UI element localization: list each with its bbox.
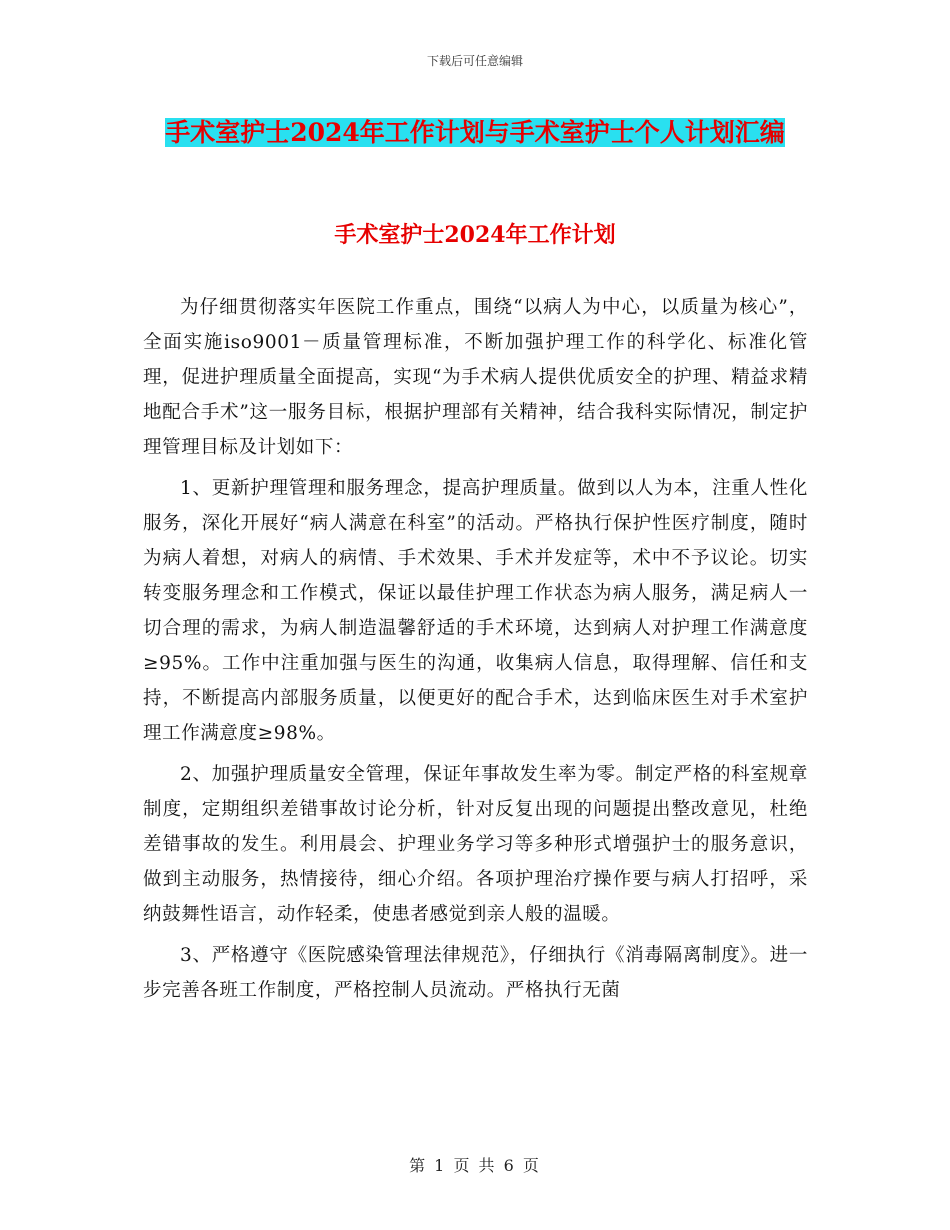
page-footer: 第 1 页 共 6 页 bbox=[409, 1156, 541, 1175]
document-body bbox=[143, 290, 808, 1014]
header-note: 下载后可任意编辑 bbox=[426, 54, 523, 68]
paragraph-2: 2、加强护理质量安全管理，保证年事故发生率为零。制定严格的科室规章制度，定期组织差错事故讨论分析，针对反复出现的问题提出整改意见，杜绝差错事故的发生。利用晨会、护理业务学习等多种形式增强护士的服务意识，做到主动服务，热情接待，细心介绍。各项护理治疗操作要与病人打招呼，采纳鼓舞性语言，动作轻柔，使患者感觉到亲人般的温暖。 bbox=[143, 764, 808, 925]
section-title: 手术室护士2024年工作计划 bbox=[334, 222, 616, 248]
paragraph-intro: 为仔细贯彻落实年医院工作重点，围绕“以病人为中心，以质量为核心”，全面实施iso9001－质量管理标准，不断加强护理工作的科学化、标准化管理，促进护理质量全面提高，实现“为手术病人提供优质安全的护理、精益求精地配合手术”这一服务目标，根据护理部有关精神，结合我科实际情况，制定护理管理目标及计划如下： bbox=[143, 297, 808, 458]
document-title bbox=[140, 110, 810, 156]
paragraph-1: 1、更新护理管理和服务理念，提高护理质量。做到以人为本，注重人性化服务，深化开展好“病人满意在科室”的活动。严格执行保护性医疗制度，随时为病人着想，对病人的病情、手术效果、手术并发症等，术中不予议论。切实转变服务理念和工作模式，保证以最佳护理工作状态为病人服务，满足病人一切合理的需求，为病人制造温馨舒适的手术环境，达到病人对护理工作满意度≥95%。工作中注重加强与医生的沟通，收集病人信息，取得理解、信任和支持，不断提高内部服务质量，以便更好的配合手术，达到临床医生对手术室护理工作满意度≥98%。 bbox=[143, 478, 808, 744]
document-title-text: 手术室护士2024年工作计划与手术室护士个人计划汇编 bbox=[165, 118, 785, 147]
paragraph-3: 3、严格遵守《医院感染管理法律规范》，仔细执行《消毒隔离制度》。进一步完善各班工作制度，严格控制人员流动。严格执行无菌 bbox=[143, 945, 808, 1001]
